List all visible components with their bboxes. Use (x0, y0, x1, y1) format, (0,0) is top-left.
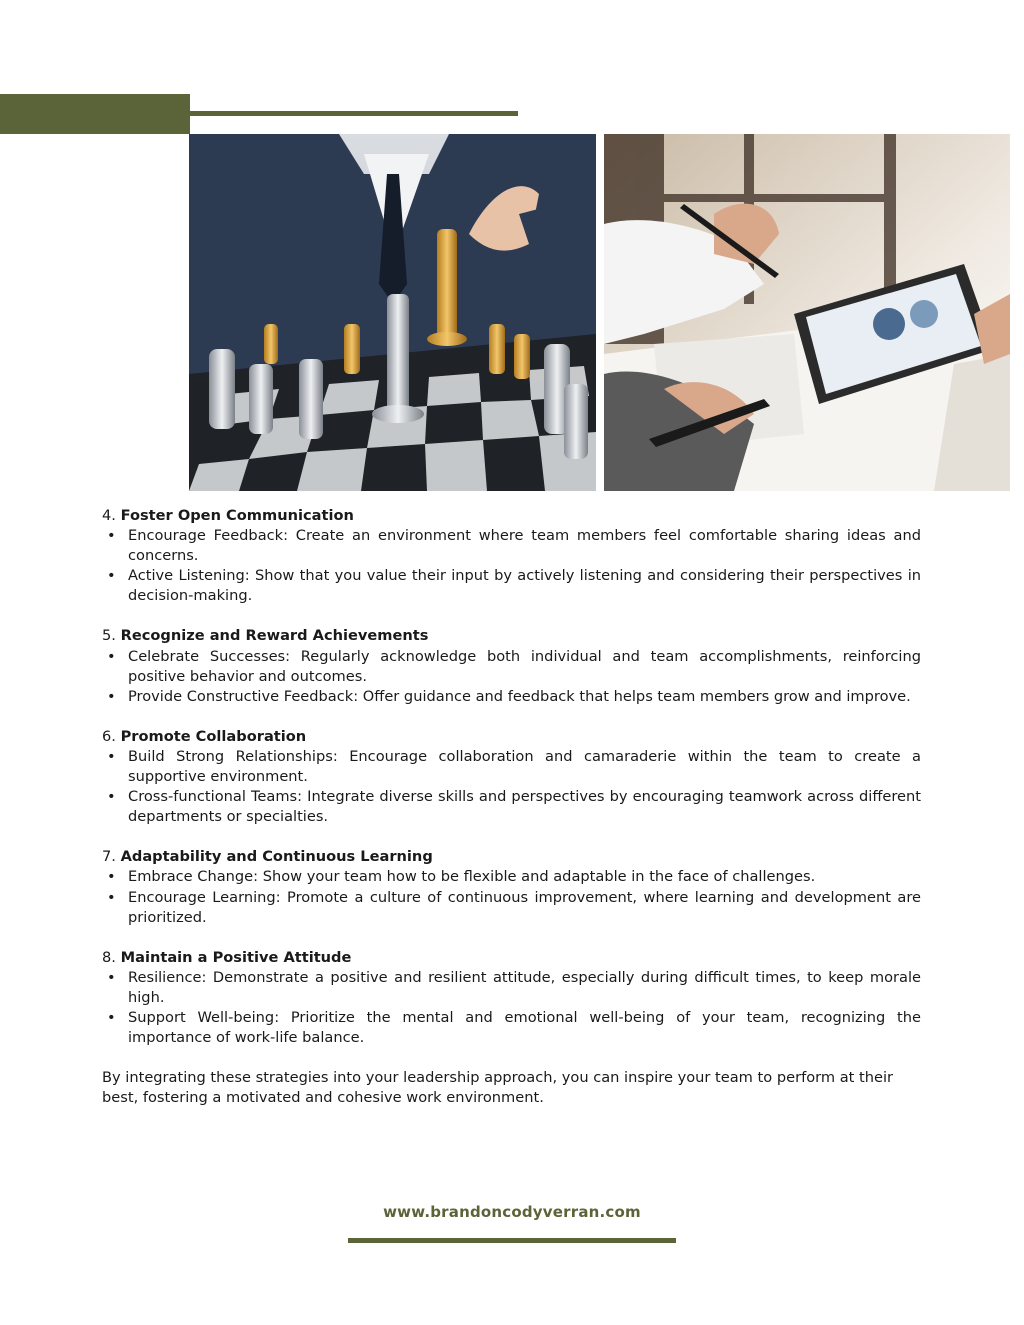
bullet-item: • Active Listening: Show that you value their input by actively listening and considering their perspectives in decision-making. (102, 566, 921, 606)
bullet-item: • Celebrate Successes: Regularly acknowledge both individual and team accomplishments, reinforcing positive behavior and outcomes. (102, 647, 921, 687)
main-content (102, 506, 921, 1108)
section (102, 847, 921, 927)
bullet-list (102, 867, 921, 927)
section (102, 626, 921, 706)
section-heading (102, 626, 921, 646)
bullet-list (102, 647, 921, 707)
section-heading (102, 506, 921, 526)
footer-accent-line (348, 1238, 676, 1243)
section-heading (102, 847, 921, 867)
bullet-list (102, 968, 921, 1048)
footer-website-link[interactable]: www.brandoncodyverran.com (383, 1203, 641, 1221)
section-title: Maintain a Positive Attitude (120, 948, 352, 966)
section (102, 727, 921, 827)
section-number: 6. (102, 727, 116, 745)
section (102, 948, 921, 1048)
section-number: 4. (102, 507, 116, 524)
bullet-item: • Encourage Feedback: Create an environment where team members feel comfortable sharing ideas and concerns. (102, 526, 921, 566)
bullet-item: • Build Strong Relationships: Encourage collaboration and camaraderie within the team to create a supportive environment. (102, 747, 921, 787)
bullet-item: • Support Well-being: Prioritize the mental and emotional well-being of your team, recognizing the importance of work-life balance. (102, 1008, 921, 1048)
bullet-item: • Embrace Change: Show your team how to be flexible and adaptable in the face of challenges. (102, 867, 921, 887)
section-number: 5. (102, 627, 116, 645)
section-title: Promote Collaboration (120, 727, 307, 745)
section-heading (102, 948, 921, 968)
section-number: 7. (102, 848, 116, 866)
header-accent-block (0, 94, 190, 134)
section-number: 8. (102, 948, 116, 966)
bullet-list (102, 747, 921, 827)
chess-photo (189, 134, 596, 491)
closing-paragraph: By integrating these strategies into your leadership approach, you can inspire your team to perform at their best, fostering a motivated and cohesive work environment. (102, 1069, 894, 1107)
bullet-item: • Cross-functional Teams: Integrate diverse skills and perspectives by encouraging teamwork across different departments or specialties. (102, 787, 921, 827)
bullet-item: • Provide Constructive Feedback: Offer guidance and feedback that helps team members grow and improve. (102, 687, 921, 707)
bullet-item: • Resilience: Demonstrate a positive and resilient attitude, especially during difficult times, to keep morale high. (102, 968, 921, 1008)
bullet-list (102, 526, 921, 606)
bullet-item: • Encourage Learning: Promote a culture of continuous improvement, where learning and development are prioritized. (102, 888, 921, 928)
section-title: Adaptability and Continuous Learning (120, 848, 433, 866)
section-title: Recognize and Reward Achievements (120, 627, 429, 645)
section-title: Foster Open Communication (120, 507, 354, 524)
section (102, 506, 921, 606)
section-heading (102, 727, 921, 747)
header-accent-line (190, 111, 518, 116)
finance-meeting-photo (604, 134, 1010, 491)
